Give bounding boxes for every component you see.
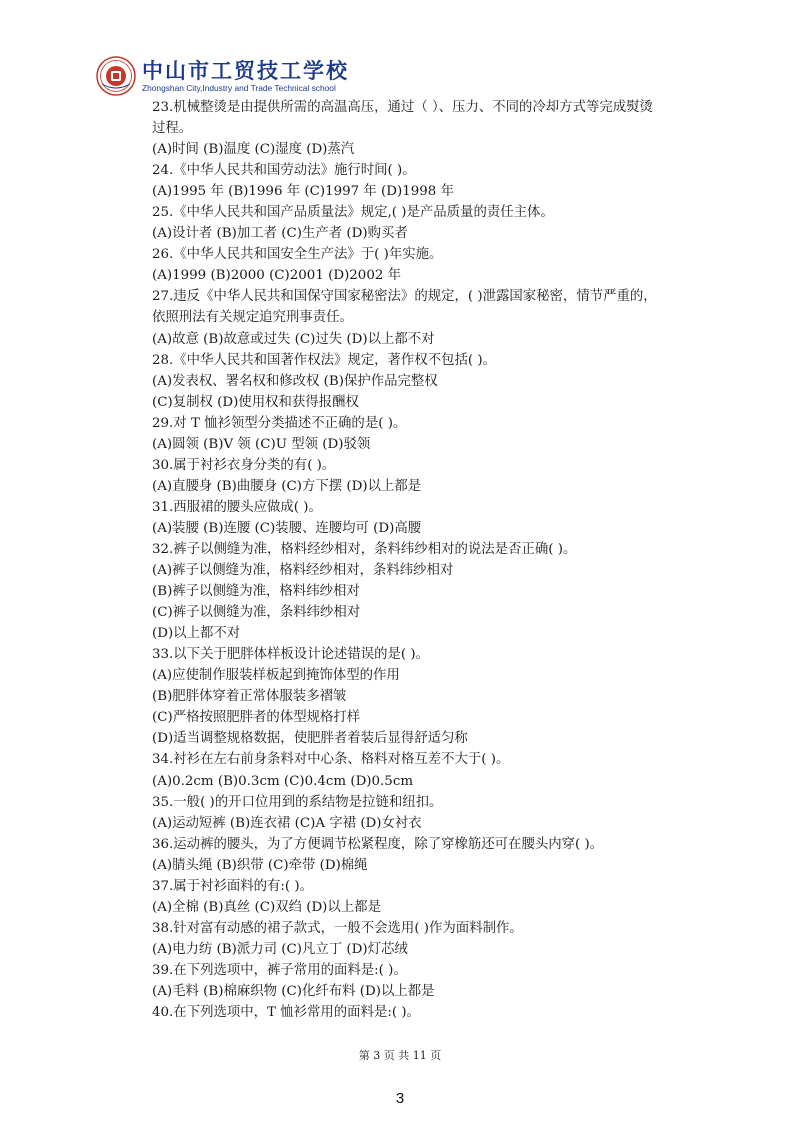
school-name-cn: 中山市工贸技工学校 [142,58,349,83]
text-line: 32.裤子以侧缝为准，格料经纱相对，条料纬纱相对的说法是否正确( )。 [152,541,577,557]
text-line: (A)1999 (B)2000 (C)2001 (D)2002 年 [152,268,402,284]
text-line: (D)适当调整规格数据，使肥胖者着装后显得舒适匀称 [152,731,468,747]
text-line: (A)腈头绳 (B)织带 (C)牵带 (D)棉绳 [152,857,368,873]
page-footer-info: 第 3 页 共 11 页 [358,1049,442,1062]
text-line: (B)肥胖体穿着正常体服装多褶皱 [152,689,347,705]
text-line: (C)复制权 (D)使用权和获得报酬权 [152,394,359,410]
text-line: 40.在下列选项中，T 恤衫常用的面料是:( )。 [152,1005,420,1021]
text-line: (A)直腰身 (B)曲腰身 (C)方下摆 (D)以上都是 [152,478,422,494]
text-line: 28.《中华人民共和国著作权法》规定，著作权不包括( )。 [152,352,496,368]
text-line: (A)全棉 (B)真丝 (C)双绉 (D)以上都是 [152,899,381,915]
page-number: 3 [395,1090,405,1107]
text-line: (A)电力纺 (B)派力司 (C)凡立丁 (D)灯芯绒 [152,941,408,957]
text-line: 36.运动裤的腰头，为了方便调节松紧程度，除了穿橡筋还可在腰头内穿( )。 [152,836,604,852]
text-line: (A)故意 (B)故意或过失 (C)过失 (D)以上都不对 [152,331,435,347]
text-line: (A)装腰 (B)连腰 (C)装腰、连腰均可 (D)高腰 [152,520,422,536]
text-line: (A)1995 年 (B)1996 年 (C)1997 年 (D)1998 年 [152,184,454,200]
school-seal-icon [96,56,136,96]
text-line: 过程。 [152,121,193,137]
text-line: (C)严格按照肥胖者的体型规格打样 [152,710,361,726]
text-line: 24.《中华人民共和国劳动法》施行时间( )。 [152,163,416,179]
text-line: (A)裤子以侧缝为准，格料经纱相对，条料纬纱相对 [152,563,454,579]
school-name-en: Zhongshan City,Industry and Trade Technical school [142,82,336,93]
text-line: (A)设计者 (B)加工者 (C)生产者 (D)购买者 [152,226,408,242]
text-line: 39.在下列选项中，裤子常用的面料是:( )。 [152,962,407,978]
page-header [96,52,349,100]
text-line: 33.以下关于肥胖体样板设计论述错误的是( )。 [152,647,430,663]
text-line: 38.针对富有动感的裙子款式，一般不会选用( )作为面料制作。 [152,920,523,936]
text-line: 23.机械整烫是由提供所需的高温高压，通过（ ）、压力、不同的冷却方式等完成熨烫 [152,100,653,115]
text-line: (A)发表权、署名权和修改权 (B)保护作品完整权 [152,373,438,389]
text-line: 34.衬衫在左右前身条料对中心条、格料对格互差不大于( )。 [152,752,510,768]
text-line: 25.《中华人民共和国产品质量法》规定,( )是产品质量的责任主体。 [152,205,554,221]
text-line: 37.属于衬衫面料的有:( )。 [152,878,314,894]
text-line: (B)裤子以侧缝为准，格料纬纱相对 [152,584,360,600]
text-line: (A)时间 (B)温度 (C)湿度 (D)蒸汽 [152,142,355,158]
text-line: (D)以上都不对 [152,626,241,642]
text-line: 26.《中华人民共和国安全生产法》于( )年实施。 [152,247,443,263]
text-line: 31.西服裙的腰头应做成( )。 [152,499,322,515]
text-line: (A)圆领 (B)V 领 (C)U 型领 (D)驳领 [152,436,371,452]
text-line: (C)裤子以侧缝为准，条料纬纱相对 [152,605,361,621]
text-line: 35.一般( )的开口位用到的系结物是拉链和纽扣。 [152,794,443,810]
text-line: 29.对 T 恤衫领型分类描述不正确的是( )。 [152,415,407,431]
question-list [152,97,672,1023]
text-line: (A)毛料 (B)棉麻织物 (C)化纤布料 (D)以上都是 [152,983,435,999]
text-line: 依照刑法有关规定追究刑事责任。 [152,310,353,326]
text-line: (A)运动短裤 (B)连衣裙 (C)A 字裙 (D)女衬衣 [152,815,422,831]
text-line: (A)0.2cm (B)0.3cm (C)0.4cm (D)0.5cm [152,773,414,789]
text-line: 27.违反《中华人民共和国保守国家秘密法》的规定，( )泄露国家秘密，情节严重的， [152,289,657,305]
text-line: 30.属于衬衫衣身分类的有( )。 [152,457,336,473]
text-line: (A)应使制作服装样板起到掩饰体型的作用 [152,668,400,684]
